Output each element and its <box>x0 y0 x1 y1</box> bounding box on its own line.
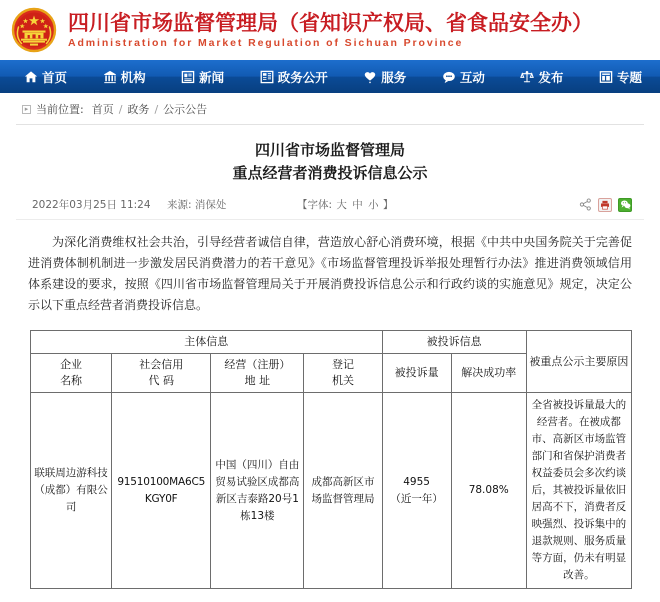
nav-label-open-government: 政务公开 <box>277 69 328 85</box>
page-title <box>16 139 644 185</box>
site-title-en: Administration for Market Regulation of Sichuan Province <box>68 36 464 49</box>
publish-date: 2022年03月25日 11:24 <box>32 199 151 211</box>
table-row <box>31 393 632 589</box>
topic-window-icon <box>599 70 613 84</box>
balance-scale-icon <box>520 70 534 84</box>
breadcrumb-item-home[interactable]: 首页 <box>91 103 114 116</box>
column-header-company-name-l2: 名称 <box>60 374 83 387</box>
breadcrumb-separator-2: / <box>154 102 159 116</box>
share-nodes-icon[interactable] <box>579 198 592 211</box>
column-header-company-name <box>31 354 112 393</box>
nav-item-release[interactable] <box>520 68 563 86</box>
complaint-count-value: 4955 <box>403 475 430 488</box>
column-header-company-name-l1: 企业 <box>60 358 83 371</box>
column-header-address <box>211 354 304 393</box>
nav-item-news[interactable] <box>181 68 224 86</box>
font-size-prefix: 【字体: <box>297 199 333 211</box>
source-value: 消保处 <box>194 199 227 211</box>
article-paragraph: 为深化消费维权社会共治，引导经营者诚信自律，营造放心舒心消费环境，根据《中共中央国务院关于完善促进消费体制机制进一步激发居民消费潜力的若干意见》《市场监督管理投诉举报处理暂行办法》推进消费领域信用体系建设的要求，按照《四川省市场监督管理局关于开展消费投诉信息公示和行政约谈的实施意见》规定，决定公示以下重点经营者消费投诉信息。 <box>28 235 632 312</box>
nav-label-home: 首页 <box>42 69 68 85</box>
service-heart-icon <box>363 70 377 84</box>
column-header-complaint-count: 被投诉量 <box>382 354 451 393</box>
article-meta-bar <box>16 197 644 220</box>
home-icon <box>24 70 38 84</box>
open-government-icon <box>260 70 274 84</box>
article-action-icons <box>579 198 632 212</box>
font-size-large[interactable]: 大 <box>336 199 347 211</box>
font-size-small[interactable]: 小 <box>368 199 379 211</box>
cell-credit-code: 91510100MA6C5KGY0F <box>112 393 211 589</box>
column-header-authority-l1: 登记 <box>331 358 354 371</box>
cell-address: 中国（四川）自由贸易试验区成都高新区吉泰路20号1栋13楼 <box>211 393 304 589</box>
print-icon[interactable] <box>598 198 612 212</box>
nav-item-home[interactable] <box>24 68 67 86</box>
page-title-line1: 四川省市场监督管理局 <box>254 141 405 159</box>
font-size-suffix: 】 <box>382 199 394 211</box>
column-header-address-l2: 地 址 <box>244 374 271 387</box>
caret-marker-icon: ▸ <box>22 105 31 114</box>
breadcrumb-bar <box>0 93 660 124</box>
complaint-count-period: （近一年） <box>390 492 443 505</box>
table-group-header-row <box>31 331 632 354</box>
cell-company-name: 联联周边游科技（成都）有限公司 <box>31 393 112 589</box>
wechat-icon[interactable] <box>618 198 632 212</box>
breadcrumb-item-announcements[interactable]: 公示公告 <box>163 103 208 116</box>
column-header-credit-code-l2: 代 码 <box>148 374 174 387</box>
nav-label-interaction: 互动 <box>459 69 485 85</box>
column-header-credit-code-l1: 社会信用 <box>139 358 184 371</box>
font-size-control <box>297 197 579 212</box>
main-navigation <box>0 60 660 93</box>
nav-item-topics[interactable] <box>599 68 642 86</box>
column-header-authority <box>304 354 382 393</box>
cell-success-rate: 78.08% <box>451 393 526 589</box>
font-size-medium[interactable]: 中 <box>352 199 363 211</box>
cell-complaint-count <box>382 393 451 589</box>
header-title-block <box>68 11 593 50</box>
site-header <box>0 0 660 60</box>
complaint-table-wrapper <box>16 316 644 589</box>
nav-item-open-government[interactable] <box>260 68 328 86</box>
breadcrumb <box>22 101 660 117</box>
nav-item-service[interactable] <box>363 68 406 86</box>
group-header-complaint-info: 被投诉信息 <box>382 331 526 354</box>
cell-authority: 成都高新区市场监督管理局 <box>304 393 382 589</box>
breadcrumb-item-government[interactable]: 政务 <box>127 103 150 116</box>
article-card <box>16 124 644 589</box>
building-icon <box>103 70 117 84</box>
column-header-credit-code <box>112 354 211 393</box>
nav-label-service: 服务 <box>381 69 407 85</box>
nav-label-release: 发布 <box>538 69 564 85</box>
complaint-disclosure-table <box>30 330 632 589</box>
nav-item-interaction[interactable] <box>442 68 485 86</box>
chat-bubble-icon <box>442 70 456 84</box>
group-header-subject-info: 主体信息 <box>31 331 383 354</box>
column-header-success-rate: 解决成功率 <box>451 354 526 393</box>
national-emblem-icon <box>10 6 58 54</box>
group-header-main-reason: 被重点公示主要原因 <box>526 331 631 393</box>
column-header-authority-l2: 机关 <box>331 374 354 387</box>
breadcrumb-label: 当前位置: <box>36 103 84 116</box>
column-header-address-l1: 经营（注册） <box>224 358 291 371</box>
source-label: 来源: <box>167 199 192 211</box>
cell-main-reason: 全省被投诉量最大的经营者。在被成都市、高新区市场监管部门和省保护消费者权益委员会多次约谈后，其被投诉量依旧居高不下，消费者反映强烈、投诉集中的退款规则、服务质量等方面，仍未有明显改善。 <box>526 393 631 589</box>
nav-label-organization: 机构 <box>120 69 146 85</box>
news-icon <box>181 70 195 84</box>
breadcrumb-separator-1: / <box>118 102 123 116</box>
nav-label-topics: 专题 <box>616 69 642 85</box>
site-title-cn: 四川省市场监督管理局（省知识产权局、省食品安全办） <box>68 10 593 35</box>
page-title-line2: 重点经营者消费投诉信息公示 <box>232 164 428 182</box>
nav-label-news: 新闻 <box>199 69 225 85</box>
article-source <box>167 197 297 212</box>
nav-item-organization[interactable] <box>103 68 146 86</box>
